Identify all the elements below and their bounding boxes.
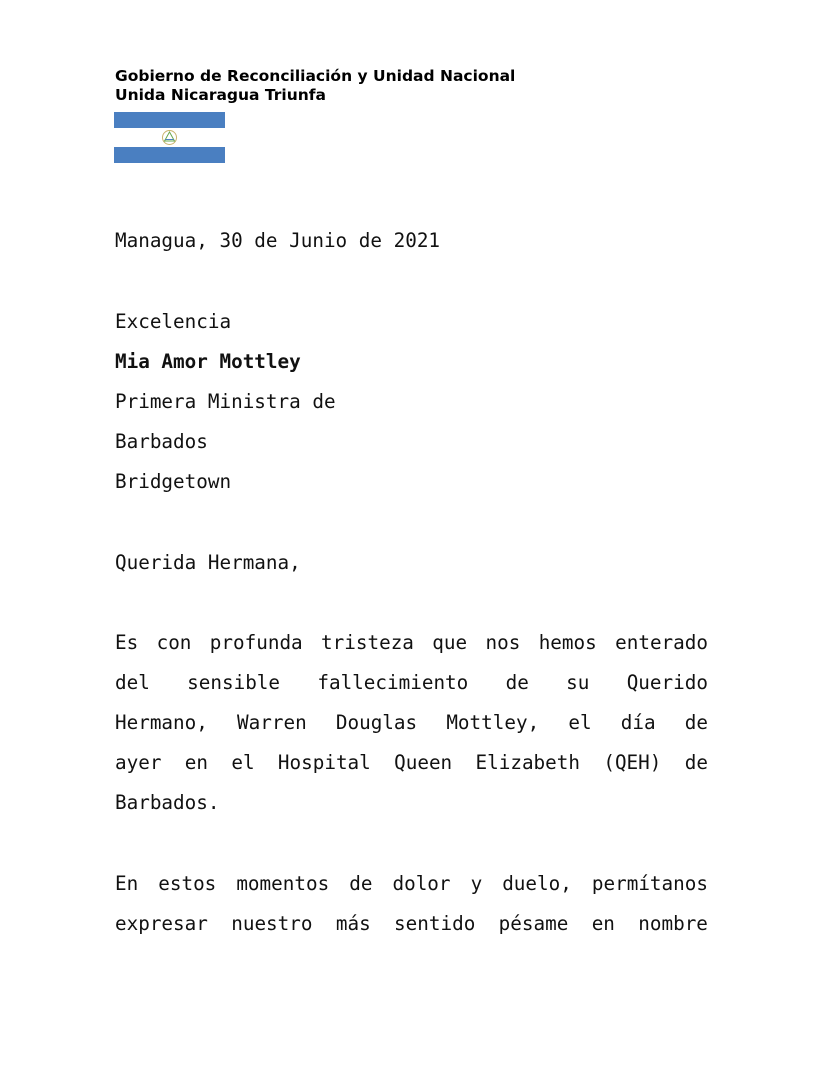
word: ayer	[115, 751, 162, 774]
nicaragua-flag-icon	[114, 112, 225, 163]
word: del	[115, 671, 150, 694]
word: sentido	[394, 912, 476, 935]
word: Querido	[626, 671, 708, 694]
paragraph-line	[115, 912, 708, 936]
word: dolor	[392, 872, 451, 895]
word: Mottley,	[446, 711, 540, 734]
word: enterado	[615, 631, 708, 654]
letterhead	[115, 67, 515, 105]
word: de	[505, 671, 529, 694]
word: En	[115, 872, 139, 895]
word: en	[591, 912, 615, 935]
word: y	[470, 872, 483, 895]
word: pésame	[498, 912, 569, 935]
word: profunda	[209, 631, 303, 654]
word: día	[620, 711, 656, 734]
word: Douglas	[335, 711, 418, 734]
word: Hospital	[277, 751, 371, 774]
flag-band-bottom	[114, 147, 225, 163]
word: el	[568, 711, 592, 734]
letterhead-government: Gobierno de Reconciliación y Unidad Nacional	[115, 67, 516, 85]
word: Queen	[394, 751, 453, 774]
salutation-title: Excelencia	[115, 310, 232, 333]
word: nuestro	[231, 912, 313, 935]
word: con	[156, 631, 192, 654]
coat-of-arms-icon	[160, 128, 179, 147]
word: Es	[115, 631, 139, 654]
paragraph-line	[115, 631, 708, 655]
word: de	[684, 751, 708, 774]
word: su	[566, 671, 590, 694]
word: nos	[485, 631, 521, 654]
recipient-name: Mia Amor Mottley	[115, 350, 301, 373]
word: de	[684, 711, 708, 734]
word: que	[432, 631, 468, 654]
word: de	[349, 872, 373, 895]
greeting: Querida Hermana,	[115, 551, 301, 574]
paragraph-line	[115, 711, 708, 735]
word: Hermano,	[115, 711, 208, 734]
word: Warren	[237, 711, 307, 734]
word: hemos	[538, 631, 597, 654]
flag-band-top	[114, 112, 225, 128]
paragraph-line	[115, 751, 708, 775]
word: (QEH)	[603, 751, 662, 774]
recipient-city: Bridgetown	[115, 470, 232, 493]
paragraph-line: Barbados.	[115, 791, 220, 814]
recipient-role: Primera Ministra de	[115, 390, 336, 413]
letterhead-slogan: Unida Nicaragua Triunfa	[115, 86, 327, 104]
word: expresar	[115, 912, 208, 935]
word: permítanos	[591, 872, 708, 895]
word: momentos	[236, 872, 330, 895]
word: nombre	[638, 912, 708, 935]
word: fallecimiento	[317, 671, 469, 694]
letter-date: Managua, 30 de Junio de 2021	[115, 229, 441, 252]
word: sensible	[187, 671, 281, 694]
word: el	[231, 751, 255, 774]
paragraph-line	[115, 872, 708, 896]
recipient-country: Barbados	[115, 430, 208, 453]
word: más	[335, 912, 371, 935]
word: duelo,	[502, 872, 572, 895]
paragraph-line	[115, 671, 708, 695]
word: en	[184, 751, 208, 774]
word: tristeza	[321, 631, 414, 654]
word: Elizabeth	[475, 751, 580, 774]
word: estos	[158, 872, 217, 895]
